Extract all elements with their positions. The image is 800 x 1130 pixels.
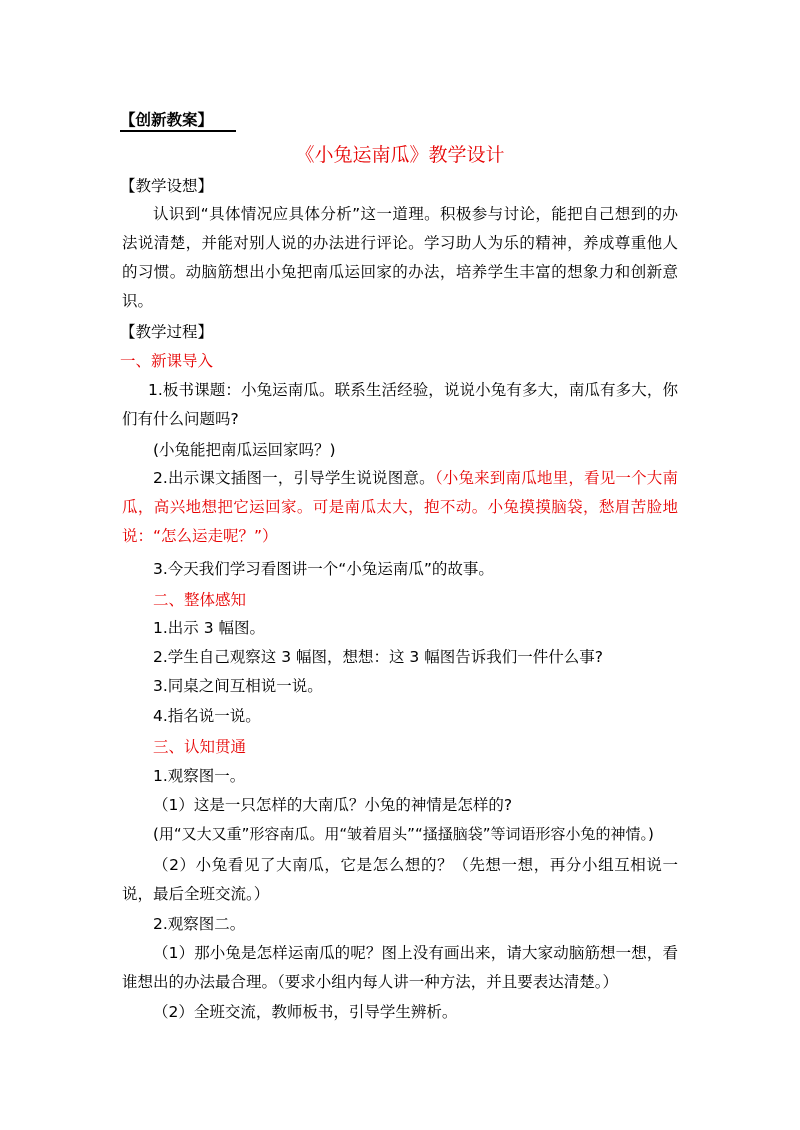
- part1-heading: 一、新课导入: [120, 352, 214, 370]
- paragraph-3-2-a: （1）那小兔是怎样运南瓜的呢？图上没有画出来，请大家动脑筋想一想，看谁想出的办法最合理。（要求小组内每人讲一种方法，并且要表达清楚。）: [122, 944, 678, 991]
- paragraph-2-2: 2.学生自己观察这 3 幅图，想想：这 3 幅图告诉我们一件什么事?: [153, 648, 603, 666]
- paragraph-3-1-a-answer: (用“又大又重”形容南瓜。用“皱着眉头”“搔搔脑袋”等词语形容小兔的神情。): [153, 825, 654, 843]
- paragraph-3-1: 1.观察图一。: [153, 767, 246, 785]
- part3-heading: 三、认知贯通: [153, 738, 247, 756]
- paragraph-1-2-main: 2.出示课文插图一，引导学生说说图意。: [153, 469, 435, 487]
- paragraph-1-1-answer: (小兔能把南瓜运回家吗？): [153, 441, 336, 459]
- paragraph-3-2-b: （2）全班交流，教师板书，引导学生辨析。: [153, 1003, 458, 1021]
- paragraph-2-1: 1.出示 3 幅图。: [153, 619, 266, 637]
- document-title: 《小兔运南瓜》教学设计: [295, 144, 505, 166]
- header-tag: 【创新教案】: [120, 111, 214, 129]
- paragraph-1-2: [122, 464, 678, 551]
- idea-heading: 【教学设想】: [120, 177, 214, 195]
- paragraph-2-3: 3.同桌之间互相说一说。: [153, 677, 323, 695]
- header-underline: [120, 130, 236, 132]
- paragraph-3-2: 2.观察图二。: [153, 915, 246, 933]
- paragraph-3-1-a: （1）这是一只怎样的大南瓜？小兔的神情是怎样的?: [153, 796, 513, 814]
- paragraph-3-1-b: （2）小兔看见了大南瓜，它是怎么想的？（先想一想，再分小组互相说一说，最后全班交流。）: [122, 856, 678, 903]
- paragraph-2-4: 4.指名说一说。: [153, 707, 261, 725]
- part2-heading: 二、整体感知: [153, 591, 247, 609]
- paragraph-1-3: 3.今天我们学习看图讲一个“小兔运南瓜”的故事。: [153, 560, 494, 578]
- paragraph-1-1: 1.板书课题：小兔运南瓜。联系生活经验，说说小兔有多大，南瓜有多大，你们有什么问题吗?: [122, 381, 678, 428]
- paragraph-1-2-description: （小兔来到南瓜地里，看见一个大南瓜，高兴地想把它运回家。可是南瓜太大，抱不动。小兔摸摸脑袋，愁眉苦脸地说：“怎么运走呢？”）: [122, 469, 678, 545]
- idea-paragraph: 认识到“具体情况应具体分析”这一道理。积极参与讨论，能把自己想到的办法说清楚，并能对别人说的办法进行评论。学习助人为乐的精神，养成尊重他人的习惯。动脑筋想出小兔把南瓜运回家的办法，培养学生丰富的想象力和创新意识。: [122, 205, 678, 310]
- process-heading: 【教学过程】: [120, 323, 214, 341]
